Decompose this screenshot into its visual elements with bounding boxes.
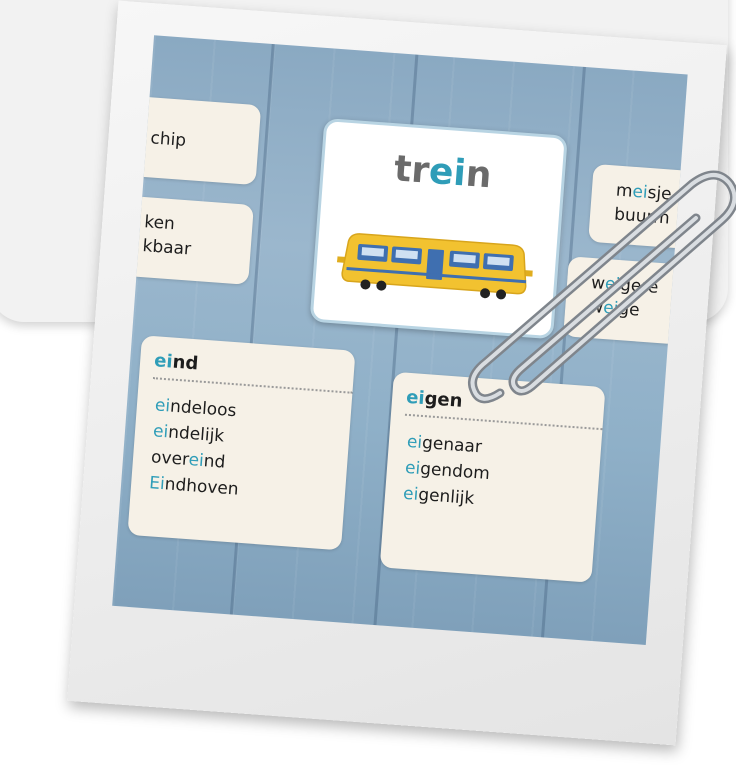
word-part: gere [619, 275, 660, 298]
word-eigenlijk [402, 483, 475, 510]
word-highlight: ei [154, 395, 171, 417]
word-part: ndelijk [167, 422, 225, 447]
word-eindelijk [152, 420, 225, 447]
word-part: w [588, 296, 604, 318]
word-part: ndhoven [163, 474, 240, 500]
word-part: gendom [419, 458, 491, 485]
word-highlight: ei [405, 386, 426, 410]
card-word: kbaar [141, 236, 192, 260]
word-eindhoven [148, 472, 239, 500]
word-highlight: ei [427, 150, 468, 195]
word-part: genlijk [417, 484, 475, 509]
word-overeind [150, 446, 226, 473]
word-highlight: ei [153, 350, 174, 373]
word-highlight: ei [404, 457, 421, 479]
word-highlight: Ei [148, 473, 166, 495]
word-card-left-2 [116, 195, 254, 284]
word-part: n [464, 153, 493, 197]
word-highlight: ei [604, 274, 621, 296]
word-highlight: ei [631, 181, 649, 203]
eind-heading [153, 350, 355, 394]
word-part: buurm [613, 204, 671, 229]
word-part: m [615, 180, 634, 202]
word-part: ge [617, 299, 641, 321]
word-highlight: ei [402, 483, 420, 505]
word-highlight: ei [602, 297, 620, 320]
word-part: gen [423, 388, 464, 412]
word-part: ndeloos [169, 396, 238, 422]
eind-word-card [127, 335, 355, 550]
word-card-left-1 [124, 96, 262, 185]
paperclip-icon [460, 168, 736, 418]
word-eigenaar [406, 431, 482, 458]
word-part: w [590, 273, 606, 294]
word-part: sje [646, 182, 673, 205]
word-part: genaar [421, 433, 483, 458]
word-part: tr [392, 148, 431, 192]
word-eindeloos [154, 394, 237, 422]
word-highlight: ei [187, 449, 205, 472]
word-highlight: ei [152, 421, 169, 443]
word-highlight: ei [406, 431, 423, 454]
word-part: over [150, 447, 190, 470]
card-word: ken [143, 212, 176, 235]
card-word: chip [149, 128, 187, 151]
word-part: nd [171, 351, 199, 375]
word-eigendom [404, 457, 490, 485]
word-part: nd [203, 451, 227, 473]
